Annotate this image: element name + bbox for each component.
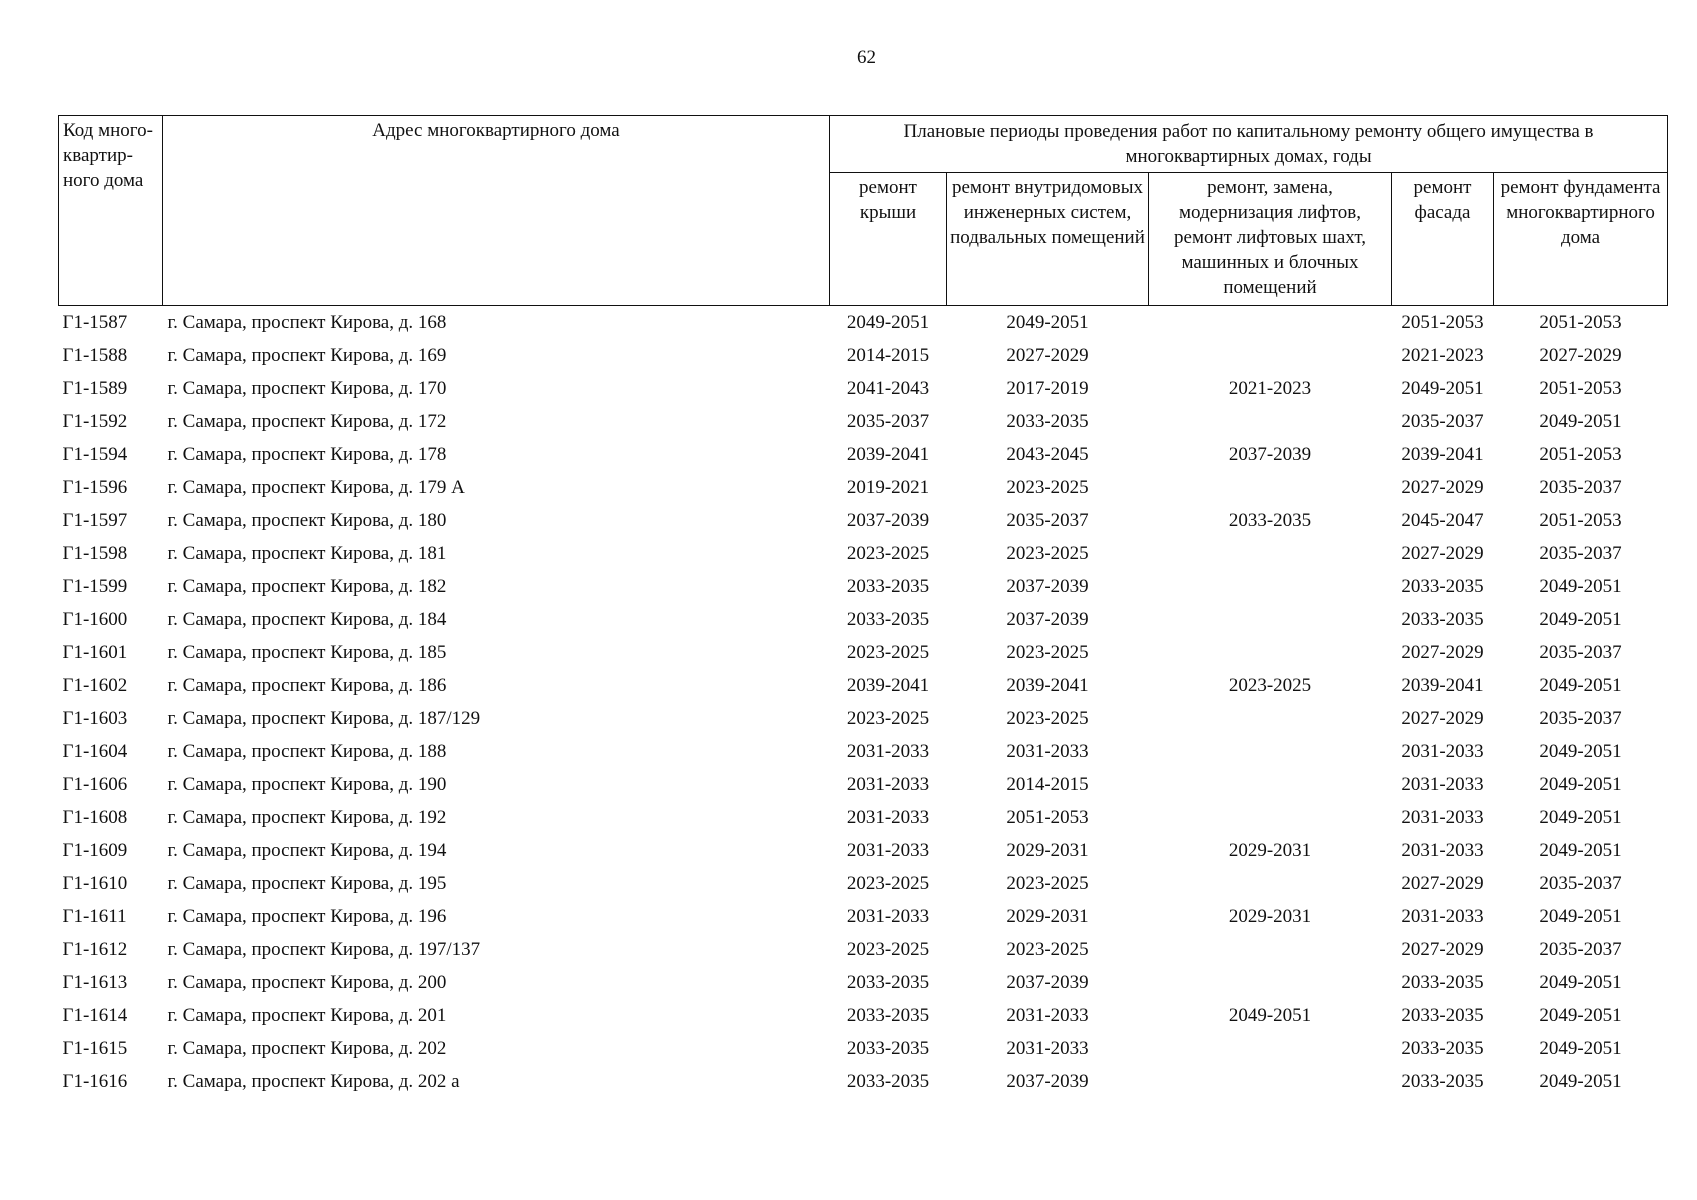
roof-repair-period: 2049-2051	[846, 312, 930, 333]
facade-repair-period: 2027-2029	[1401, 939, 1484, 960]
header-planned-periods: Плановые периоды проведения работ по капитальному ремонту общего имущества в многоквартирных домах, годы	[830, 116, 1668, 173]
header-facade: ремонт фасада	[1392, 173, 1494, 306]
facade-repair-period: 2031-2033	[1401, 741, 1484, 762]
engineering-repair-period: 2031-2033	[1006, 1005, 1089, 1026]
house-code: Г1-1588	[62, 345, 128, 366]
lift-repair-period	[1149, 1065, 1392, 1098]
table-row	[59, 768, 1668, 801]
engineering-repair-period: 2014-2015	[1006, 774, 1089, 795]
house-code: Г1-1598	[62, 543, 128, 564]
roof-repair-period: 2037-2039	[846, 510, 930, 531]
facade-repair-period: 2035-2037	[1401, 411, 1484, 432]
lift-repair-period: 2037-2039	[1228, 444, 1312, 465]
engineering-repair-period: 2037-2039	[1006, 576, 1089, 597]
house-address: г. Самара, проспект Кирова, д. 196	[167, 906, 447, 927]
engineering-repair-period: 2033-2035	[1006, 411, 1089, 432]
foundation-repair-period: 2049-2051	[1539, 609, 1622, 630]
foundation-repair-period: 2049-2051	[1539, 906, 1622, 927]
engineering-repair-period: 2031-2033	[1006, 741, 1089, 762]
facade-repair-period: 2027-2029	[1401, 477, 1484, 498]
house-address: г. Самара, проспект Кирова, д. 168	[167, 312, 447, 333]
foundation-repair-period: 2049-2051	[1539, 807, 1622, 828]
table-row	[59, 735, 1668, 768]
house-code: Г1-1601	[62, 642, 128, 663]
house-address: г. Самара, проспект Кирова, д. 186	[167, 675, 447, 696]
foundation-repair-period: 2051-2053	[1539, 378, 1622, 399]
lift-repair-period: 2023-2025	[1228, 675, 1312, 696]
engineering-repair-period: 2043-2045	[1006, 444, 1089, 465]
foundation-repair-period: 2035-2037	[1539, 873, 1622, 894]
lift-repair-period	[1149, 339, 1392, 372]
facade-repair-period: 2021-2023	[1401, 345, 1484, 366]
engineering-repair-period: 2023-2025	[1006, 873, 1089, 894]
roof-repair-period: 2033-2035	[846, 609, 930, 630]
roof-repair-period: 2031-2033	[846, 840, 930, 861]
table-row	[59, 306, 1668, 340]
house-code: Г1-1615	[62, 1038, 128, 1059]
lift-repair-period	[1149, 306, 1392, 340]
house-code: Г1-1604	[62, 741, 128, 762]
foundation-repair-period: 2049-2051	[1539, 741, 1622, 762]
roof-repair-period: 2023-2025	[846, 642, 930, 663]
table-row	[59, 438, 1668, 471]
house-address: г. Самара, проспект Кирова, д. 172	[167, 411, 447, 432]
facade-repair-period: 2031-2033	[1401, 906, 1484, 927]
table-row	[59, 372, 1668, 405]
house-code: Г1-1587	[62, 312, 128, 333]
lift-repair-period	[1149, 570, 1392, 603]
engineering-repair-period: 2037-2039	[1006, 609, 1089, 630]
house-address: г. Самара, проспект Кирова, д. 180	[167, 510, 447, 531]
table-row	[59, 405, 1668, 438]
house-code: Г1-1597	[62, 510, 128, 531]
engineering-repair-period: 2023-2025	[1006, 477, 1089, 498]
foundation-repair-period: 2035-2037	[1539, 477, 1622, 498]
house-address: г. Самара, проспект Кирова, д. 201	[167, 1005, 447, 1026]
roof-repair-period: 2031-2033	[846, 774, 930, 795]
facade-repair-period: 2033-2035	[1401, 1005, 1484, 1026]
house-code: Г1-1592	[62, 411, 128, 432]
house-code: Г1-1600	[62, 609, 128, 630]
house-code: Г1-1606	[62, 774, 128, 795]
lift-repair-period: 2029-2031	[1228, 906, 1312, 927]
table-header	[59, 116, 1668, 306]
foundation-repair-period: 2035-2037	[1539, 543, 1622, 564]
roof-repair-period: 2019-2021	[846, 477, 930, 498]
table-row	[59, 339, 1668, 372]
foundation-repair-period: 2049-2051	[1539, 1005, 1622, 1026]
engineering-repair-period: 2037-2039	[1006, 1071, 1089, 1092]
roof-repair-period: 2023-2025	[846, 708, 930, 729]
engineering-repair-period: 2023-2025	[1006, 543, 1089, 564]
house-address: г. Самара, проспект Кирова, д. 202 а	[167, 1071, 460, 1092]
house-code: Г1-1596	[62, 477, 128, 498]
foundation-repair-period: 2035-2037	[1539, 939, 1622, 960]
house-address: г. Самара, проспект Кирова, д. 169	[167, 345, 447, 366]
lift-repair-period	[1149, 933, 1392, 966]
lift-repair-period: 2021-2023	[1228, 378, 1312, 399]
engineering-repair-period: 2029-2031	[1006, 840, 1089, 861]
lift-repair-period: 2029-2031	[1228, 840, 1312, 861]
lift-repair-period	[1149, 801, 1392, 834]
lift-repair-period	[1149, 768, 1392, 801]
engineering-repair-period: 2023-2025	[1006, 708, 1089, 729]
engineering-repair-period: 2029-2031	[1006, 906, 1089, 927]
roof-repair-period: 2041-2043	[846, 378, 930, 399]
lift-repair-period	[1149, 1032, 1392, 1065]
facade-repair-period: 2051-2053	[1401, 312, 1484, 333]
roof-repair-period: 2023-2025	[846, 543, 930, 564]
house-address: г. Самара, проспект Кирова, д. 195	[167, 873, 447, 894]
facade-repair-period: 2033-2035	[1401, 609, 1484, 630]
foundation-repair-period: 2051-2053	[1539, 312, 1622, 333]
house-code: Г1-1613	[62, 972, 128, 993]
facade-repair-period: 2045-2047	[1401, 510, 1484, 531]
table-row	[59, 834, 1668, 867]
house-code: Г1-1616	[62, 1071, 128, 1092]
engineering-repair-period: 2017-2019	[1006, 378, 1089, 399]
house-address: г. Самара, проспект Кирова, д. 184	[167, 609, 447, 630]
foundation-repair-period: 2049-2051	[1539, 1038, 1622, 1059]
table-row	[59, 1065, 1668, 1098]
house-address: г. Самара, проспект Кирова, д. 197/137	[167, 939, 481, 960]
roof-repair-period: 2039-2041	[846, 675, 930, 696]
roof-repair-period: 2031-2033	[846, 741, 930, 762]
lift-repair-period	[1149, 867, 1392, 900]
lift-repair-period	[1149, 405, 1392, 438]
facade-repair-period: 2027-2029	[1401, 708, 1484, 729]
foundation-repair-period: 2051-2053	[1539, 510, 1622, 531]
facade-repair-period: 2031-2033	[1401, 807, 1484, 828]
header-engineering: ремонт внутридомовых инженерных систем, подвальных помещений	[947, 173, 1149, 306]
foundation-repair-period: 2027-2029	[1539, 345, 1622, 366]
lift-repair-period	[1149, 471, 1392, 504]
table-row	[59, 900, 1668, 933]
lift-repair-period: 2049-2051	[1228, 1005, 1312, 1026]
roof-repair-period: 2023-2025	[846, 873, 930, 894]
foundation-repair-period: 2049-2051	[1539, 411, 1622, 432]
house-code: Г1-1594	[62, 444, 128, 465]
roof-repair-period: 2031-2033	[846, 906, 930, 927]
foundation-repair-period: 2049-2051	[1539, 675, 1622, 696]
table-row	[59, 471, 1668, 504]
lift-repair-period	[1149, 735, 1392, 768]
house-code: Г1-1614	[62, 1005, 128, 1026]
house-address: г. Самара, проспект Кирова, д. 187/129	[167, 708, 481, 729]
engineering-repair-period: 2035-2037	[1006, 510, 1089, 531]
table-row	[59, 570, 1668, 603]
table-body	[59, 306, 1668, 1099]
page-number: 62	[857, 47, 876, 68]
repair-schedule-table	[58, 115, 1668, 1098]
roof-repair-period: 2014-2015	[846, 345, 930, 366]
table-row	[59, 636, 1668, 669]
facade-repair-period: 2033-2035	[1401, 1071, 1484, 1092]
facade-repair-period: 2039-2041	[1401, 444, 1484, 465]
lift-repair-period	[1149, 636, 1392, 669]
engineering-repair-period: 2023-2025	[1006, 642, 1089, 663]
house-address: г. Самара, проспект Кирова, д. 181	[167, 543, 447, 564]
facade-repair-period: 2031-2033	[1401, 840, 1484, 861]
engineering-repair-period: 2049-2051	[1006, 312, 1089, 333]
facade-repair-period: 2033-2035	[1401, 972, 1484, 993]
table-row	[59, 537, 1668, 570]
foundation-repair-period: 2035-2037	[1539, 642, 1622, 663]
lift-repair-period: 2033-2035	[1228, 510, 1312, 531]
lift-repair-period	[1149, 603, 1392, 636]
house-code: Г1-1608	[62, 807, 128, 828]
facade-repair-period: 2049-2051	[1401, 378, 1484, 399]
facade-repair-period: 2033-2035	[1401, 1038, 1484, 1059]
engineering-repair-period: 2023-2025	[1006, 939, 1089, 960]
table-row	[59, 504, 1668, 537]
house-address: г. Самара, проспект Кирова, д. 190	[167, 774, 447, 795]
table-row	[59, 1032, 1668, 1065]
house-address: г. Самара, проспект Кирова, д. 194	[167, 840, 447, 861]
house-code: Г1-1610	[62, 873, 128, 894]
roof-repair-period: 2033-2035	[846, 576, 930, 597]
foundation-repair-period: 2035-2037	[1539, 708, 1622, 729]
roof-repair-period: 2033-2035	[846, 1071, 930, 1092]
foundation-repair-period: 2049-2051	[1539, 1071, 1622, 1092]
engineering-repair-period: 2051-2053	[1006, 807, 1089, 828]
foundation-repair-period: 2049-2051	[1539, 576, 1622, 597]
header-code: Код много-квартир-ного дома	[59, 116, 163, 306]
engineering-repair-period: 2031-2033	[1006, 1038, 1089, 1059]
table-row	[59, 669, 1668, 702]
facade-repair-period: 2027-2029	[1401, 543, 1484, 564]
house-address: г. Самара, проспект Кирова, д. 200	[167, 972, 447, 993]
table-row	[59, 702, 1668, 735]
roof-repair-period: 2031-2033	[846, 807, 930, 828]
lift-repair-period	[1149, 537, 1392, 570]
house-code: Г1-1603	[62, 708, 128, 729]
facade-repair-period: 2039-2041	[1401, 675, 1484, 696]
roof-repair-period: 2033-2035	[846, 1005, 930, 1026]
roof-repair-period: 2023-2025	[846, 939, 930, 960]
facade-repair-period: 2031-2033	[1401, 774, 1484, 795]
engineering-repair-period: 2027-2029	[1006, 345, 1089, 366]
facade-repair-period: 2027-2029	[1401, 873, 1484, 894]
roof-repair-period: 2033-2035	[846, 972, 930, 993]
header-address: Адрес многоквартирного дома	[163, 116, 830, 306]
header-foundation: ремонт фундамента многоквартирного дома	[1494, 173, 1668, 306]
roof-repair-period: 2035-2037	[846, 411, 930, 432]
table-row	[59, 867, 1668, 900]
house-code: Г1-1612	[62, 939, 128, 960]
house-code: Г1-1611	[62, 906, 127, 927]
house-code: Г1-1589	[62, 378, 128, 399]
house-address: г. Самара, проспект Кирова, д. 178	[167, 444, 447, 465]
house-code: Г1-1599	[62, 576, 128, 597]
table-row	[59, 933, 1668, 966]
lift-repair-period	[1149, 702, 1392, 735]
house-address: г. Самара, проспект Кирова, д. 202	[167, 1038, 447, 1059]
foundation-repair-period: 2049-2051	[1539, 972, 1622, 993]
roof-repair-period: 2033-2035	[846, 1038, 930, 1059]
lift-repair-period	[1149, 966, 1392, 999]
table-row	[59, 801, 1668, 834]
table-row	[59, 603, 1668, 636]
facade-repair-period: 2033-2035	[1401, 576, 1484, 597]
header-roof: ремонт крыши	[830, 173, 947, 306]
house-address: г. Самара, проспект Кирова, д. 185	[167, 642, 447, 663]
engineering-repair-period: 2037-2039	[1006, 972, 1089, 993]
house-address: г. Самара, проспект Кирова, д. 188	[167, 741, 447, 762]
house-code: Г1-1602	[62, 675, 128, 696]
foundation-repair-period: 2049-2051	[1539, 774, 1622, 795]
foundation-repair-period: 2051-2053	[1539, 444, 1622, 465]
house-address: г. Самара, проспект Кирова, д. 192	[167, 807, 447, 828]
table-row	[59, 999, 1668, 1032]
roof-repair-period: 2039-2041	[846, 444, 930, 465]
foundation-repair-period: 2049-2051	[1539, 840, 1622, 861]
house-address: г. Самара, проспект Кирова, д. 170	[167, 378, 447, 399]
engineering-repair-period: 2039-2041	[1006, 675, 1089, 696]
house-address: г. Самара, проспект Кирова, д. 179 А	[167, 477, 465, 498]
header-lifts: ремонт, замена, модернизация лифтов, ремонт лифтовых шахт, машинных и блочных помещений	[1149, 173, 1392, 306]
table-row	[59, 966, 1668, 999]
facade-repair-period: 2027-2029	[1401, 642, 1484, 663]
house-address: г. Самара, проспект Кирова, д. 182	[167, 576, 447, 597]
house-code: Г1-1609	[62, 840, 128, 861]
